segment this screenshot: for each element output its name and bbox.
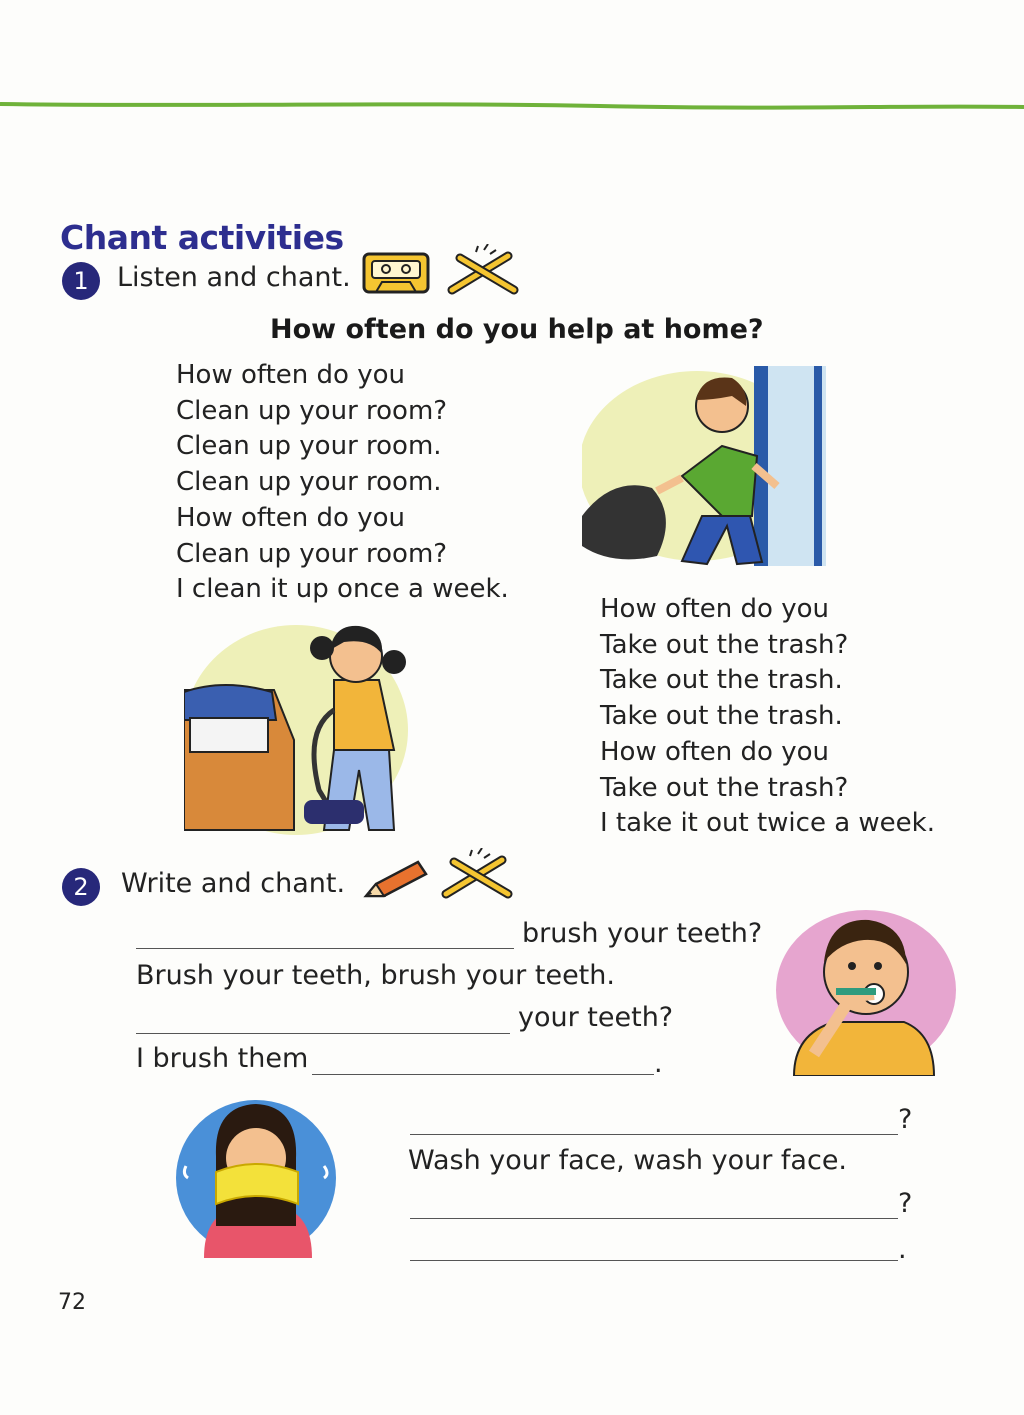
verse-line: Take out the trash?: [600, 772, 849, 803]
answer-blank[interactable]: [136, 1033, 510, 1034]
header-rule: [0, 98, 1024, 116]
verse-line: How often do you: [600, 594, 829, 624]
chant-text: I brush them: [136, 1043, 309, 1074]
section-title: Chant activities: [60, 218, 344, 257]
chant-text: Wash your face, wash your face.: [408, 1145, 848, 1176]
verse-line: Clean up your room?: [176, 538, 448, 569]
answer-blank[interactable]: [312, 1074, 654, 1075]
verse-line: Clean up your room.: [176, 431, 442, 462]
verse-line: How often do you: [176, 360, 405, 390]
verse-line: How often do you: [600, 736, 829, 767]
girl-vacuum-illustration: [184, 620, 409, 838]
chant-text: your teeth?: [518, 1002, 674, 1033]
page-number: 72: [58, 1290, 86, 1315]
activity-instruction: Listen and chant.: [117, 262, 351, 293]
answer-blank[interactable]: [410, 1218, 898, 1219]
answer-blank[interactable]: [136, 948, 514, 949]
verse-line: Take out the trash.: [600, 701, 843, 732]
verse-line: Clean up your room?: [176, 395, 448, 426]
chant-title: How often do you help at home?: [270, 314, 764, 345]
verse-2: [600, 592, 935, 842]
verse-1: [176, 358, 509, 608]
sticks-icon: [440, 848, 514, 900]
boy-trash-illustration: [582, 366, 832, 566]
boy-brushing-illustration: [774, 904, 958, 1076]
verse-line: How often do you: [176, 502, 405, 533]
cassette-icon: [362, 252, 430, 294]
verse-line: I clean it up once a week.: [176, 574, 509, 605]
chant-punctuation: .: [654, 1048, 663, 1079]
answer-blank[interactable]: [410, 1260, 898, 1261]
girl-washing-illustration: [174, 1096, 338, 1258]
answer-blank[interactable]: [410, 1134, 898, 1135]
activity-number-badge: 1: [62, 262, 100, 300]
activity-number-badge: 2: [62, 868, 100, 906]
activity-instruction: Write and chant.: [121, 868, 346, 899]
chant-punctuation: ?: [898, 1104, 913, 1135]
sticks-icon: [446, 244, 520, 296]
verse-line: Clean up your room.: [176, 467, 442, 498]
verse-line: Take out the trash.: [600, 665, 843, 696]
chant-punctuation: ?: [898, 1188, 913, 1219]
chant-text: brush your teeth?: [522, 918, 763, 949]
chant-text: Brush your teeth, brush your teeth.: [136, 960, 615, 991]
verse-line: I take it out twice a week.: [600, 808, 935, 839]
pencil-icon: [362, 856, 430, 902]
chant-punctuation: .: [898, 1234, 907, 1265]
verse-line: Take out the trash?: [600, 629, 849, 660]
